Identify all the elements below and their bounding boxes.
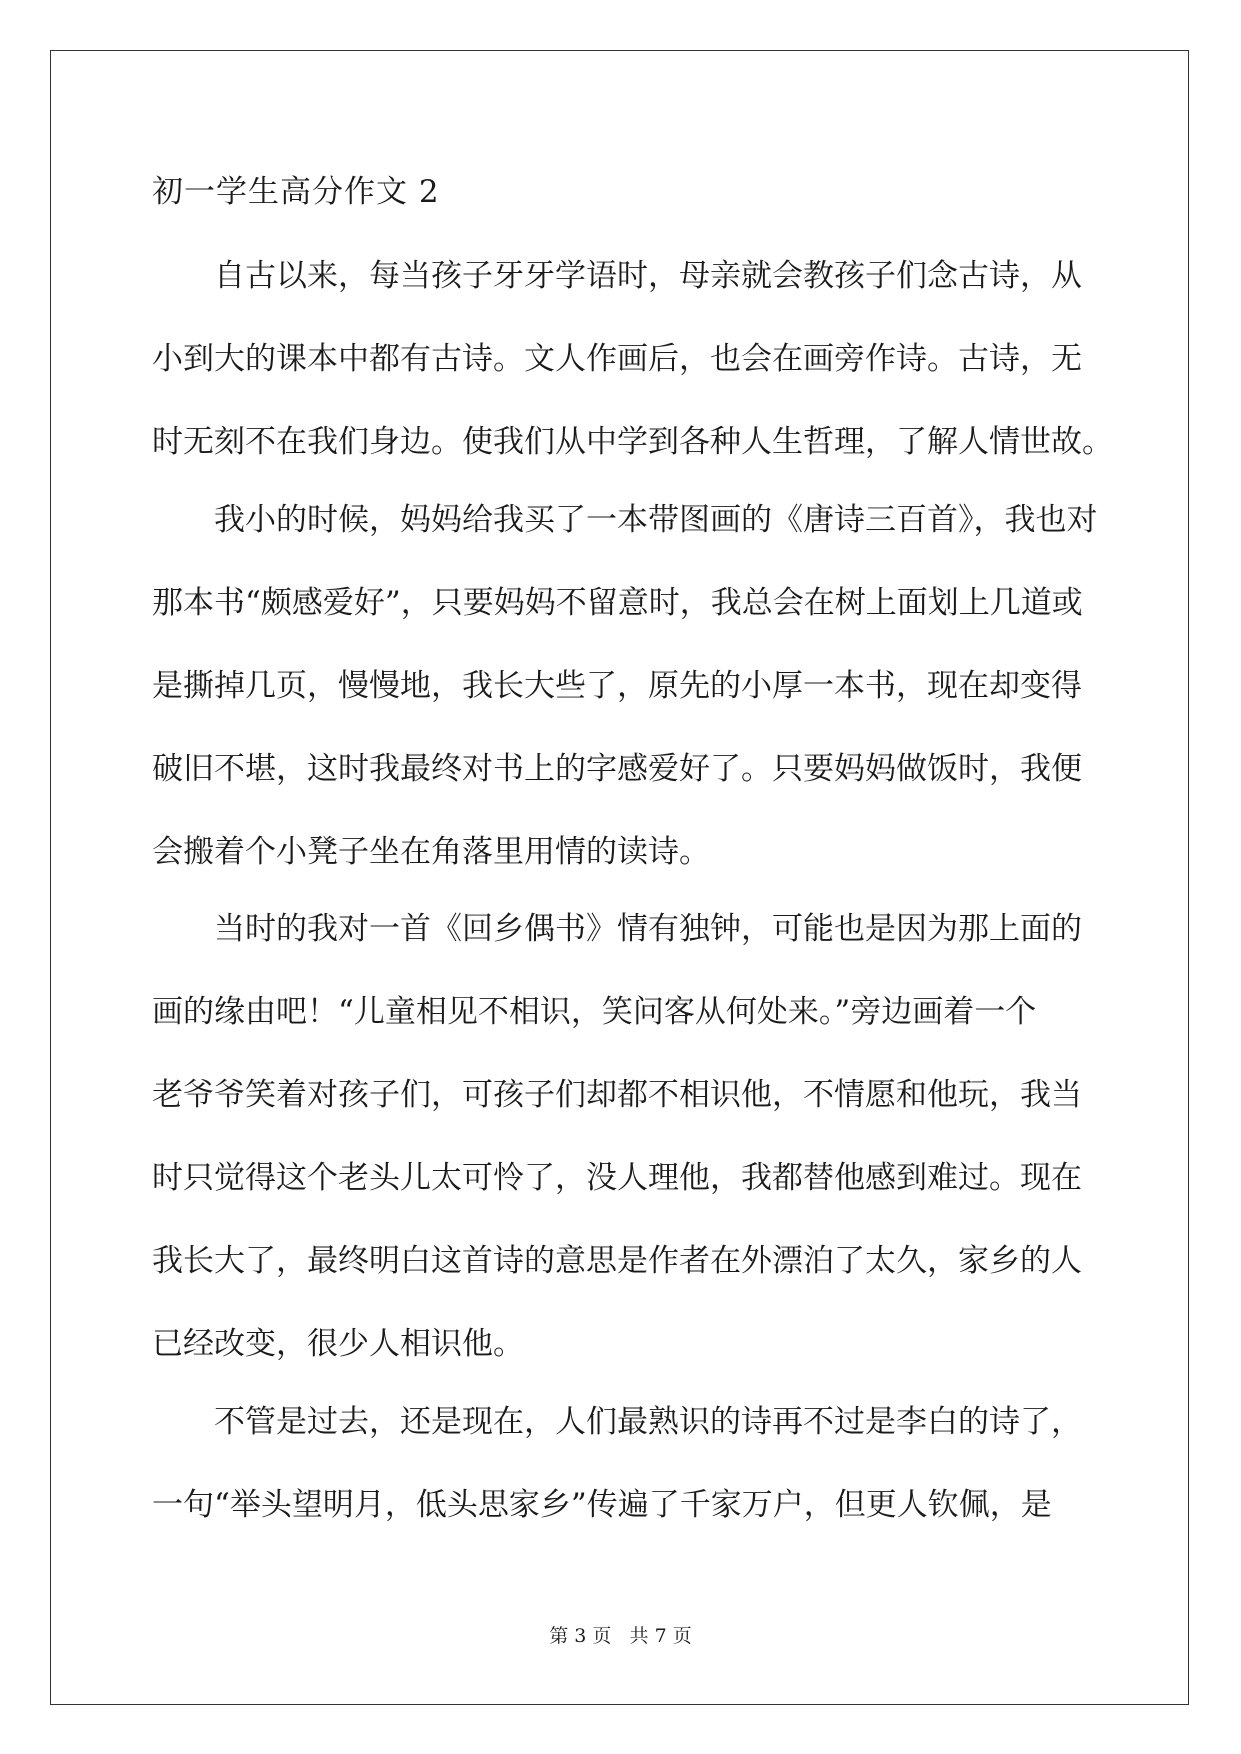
page-border [50,50,1189,1705]
paragraph-2-line-3: 是撕掉几页，慢慢地，我长大些了，原先的小厚一本书，现在却变得 [152,668,1082,704]
document-title: 初一学生高分作文 2 [152,174,440,210]
paragraph-1-line-3: 时无刻不在我们身边。使我们从中学到各种人生哲理，了解人情世故。 [152,424,1113,460]
paragraph-4-line-1: 不管是过去，还是现在，人们最熟识的诗再不过是李白的诗了， [214,1404,1082,1440]
paragraph-2-line-5: 会搬着个小凳子坐在角落里用情的读诗。 [152,834,710,870]
paragraph-3-line-1: 当时的我对一首《回乡偶书》情有独钟，可能也是因为那上面的 [214,911,1082,947]
paragraph-4-line-2: 一句“举头望明月，低头思家乡”传遍了千家万户，但更人钦佩，是 [152,1487,1052,1523]
page-number-footer: 第 3 页 共 7 页 [549,1625,692,1647]
paragraph-3-line-2: 画的缘由吧！“儿童相见不相识，笑问客从何处来。”旁边画着一个 [152,994,1037,1030]
paragraph-3-line-4: 时只觉得这个老头儿太可怜了，没人理他，我都替他感到难过。现在 [152,1160,1082,1196]
paragraph-1-line-1: 自古以来，每当孩子牙牙学语时，母亲就会教孩子们念古诗，从 [214,258,1082,294]
paragraph-2-line-4: 破旧不堪，这时我最终对书上的字感爱好了。只要妈妈做饭时，我便 [152,751,1082,787]
paragraph-3-line-5: 我长大了，最终明白这首诗的意思是作者在外漂泊了太久，家乡的人 [152,1243,1082,1279]
paragraph-1-line-2: 小到大的课本中都有古诗。文人作画后，也会在画旁作诗。古诗，无 [152,341,1082,377]
paragraph-3-line-6: 已经改变，很少人相识他。 [152,1326,524,1362]
paragraph-3-line-3: 老爷爷笑着对孩子们，可孩子们却都不相识他，不情愿和他玩，我当 [152,1077,1082,1113]
paragraph-2-line-2: 那本书“颇感爱好”，只要妈妈不留意时，我总会在树上面划上几道或 [152,585,1083,621]
paragraph-2-line-1: 我小的时候，妈妈给我买了一本带图画的《唐诗三百首》，我也对 [214,502,1098,538]
